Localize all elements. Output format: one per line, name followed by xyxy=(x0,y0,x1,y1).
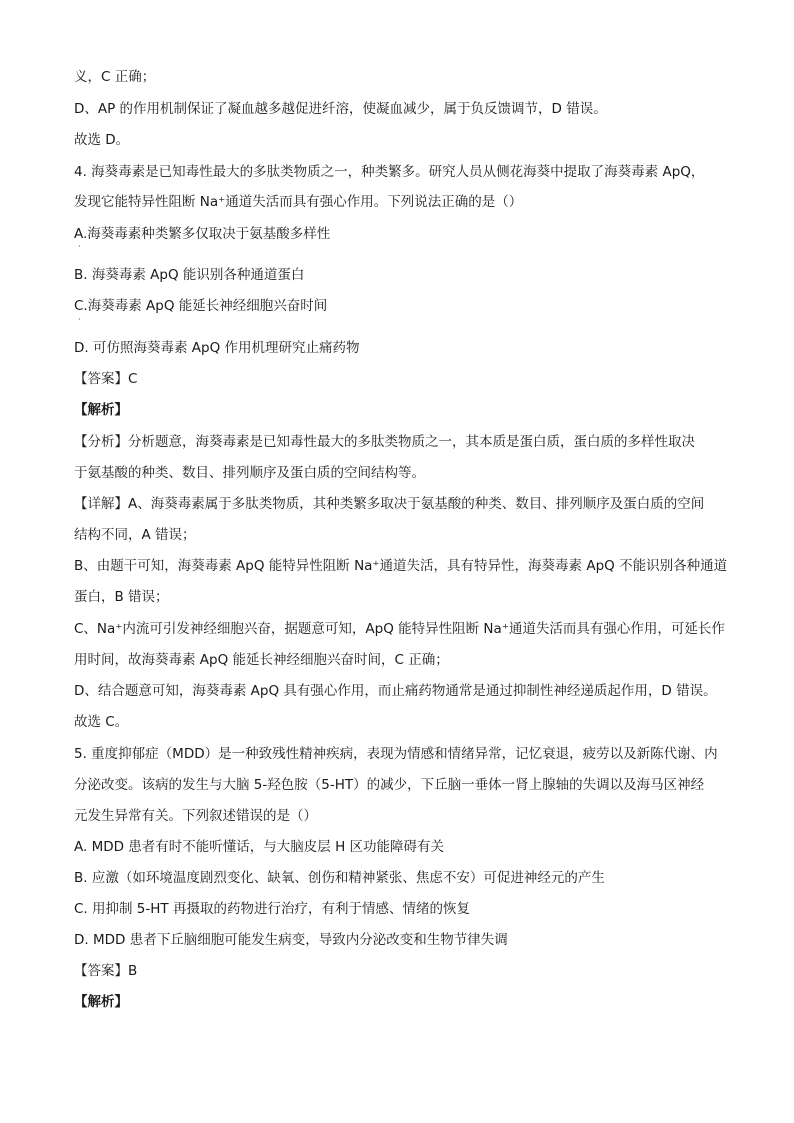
text-line: 用时间，故海葵毒素 ApQ 能延长神经细胞兴奋时间，C 正确； xyxy=(74,652,449,668)
text-line: 义，C 正确； xyxy=(74,69,156,85)
option-d: D. 可仿照海葵毒素 ApQ 作用机理研究止痛药物 xyxy=(74,340,360,356)
question-5-stem: 元发生异常有关。下列叙述错误的是（） xyxy=(74,808,317,824)
option-c: C. 用抑制 5-HT 再摄取的药物进行治疗，有利于情感、情绪的恢复 xyxy=(74,901,470,917)
option-b: B. 海葵毒素 ApQ 能识别各种通道蛋白 xyxy=(74,267,305,283)
analysis-heading: 【解析】 xyxy=(74,994,128,1010)
text-line: 故选 D。 xyxy=(74,132,130,148)
text-line: 于氨基酸的种类、数目、排列顺序及蛋白质的空间结构等。 xyxy=(74,465,425,481)
question-5-stem: 5. 重度抑郁症（MDD）是一种致残性精神疾病，表现为情感和情绪异常，记忆衰退，疲劳以及新陈代谢、内 xyxy=(74,746,718,762)
answer-label: 【答案】B xyxy=(74,963,138,979)
option-d: D. MDD 患者下丘脑细胞可能发生病变，导致内分泌改变和生物节律失调 xyxy=(74,932,508,948)
option-a: A. MDD 患者有时不能听懂话，与大脑皮层 H 区功能障碍有关 xyxy=(74,839,445,855)
answer-label: 【答案】C xyxy=(74,371,138,387)
text-line: D、AP 的作用机制保证了凝血越多越促进纤溶，使凝血减少，属于负反馈调节，D 错误。 xyxy=(74,101,607,117)
question-4-stem: 发现它能特异性阻断 Na⁺通道失活而具有强心作用。下列说法正确的是（） xyxy=(74,194,523,210)
question-4-stem: 4. 海葵毒素是已知毒性最大的多肽类物质之一，种类繁多。研究人员从侧花海葵中提取了海葵毒素 ApQ， xyxy=(74,164,705,180)
option-b: B. 应激（如环境温度剧烈变化、缺氧、创伤和精神紧张、焦虑不安）可促进神经元的产生 xyxy=(74,870,605,886)
text-line: 故选 C。 xyxy=(74,714,129,730)
text-line: 【分析】分析题意，海葵毒素是已知毒性最大的多肽类物质之一，其本质是蛋白质，蛋白质的多样性取决 xyxy=(74,434,695,450)
question-5-stem: 分泌改变。该病的发生与大脑 5-羟色胺（5-HT）的减少，下丘脑一垂体一肾上腺轴的失调以及海马区神经 xyxy=(74,777,705,793)
analysis-heading: 【解析】 xyxy=(74,402,128,418)
text-line: B、由题干可知，海葵毒素 ApQ 能特异性阻断 Na⁺通道失活，具有特异性，海葵毒素 ApQ 不能识别各种通道 xyxy=(74,558,728,574)
option-a: A.海葵毒素种类繁多仅取决于氨基酸多样性 xyxy=(74,226,331,242)
text-line: 【详解】A、海葵毒素属于多肽类物质，其种类繁多取决于氨基酸的种类、数目、排列顺序及蛋白质的空间 xyxy=(74,496,705,512)
text-line: 结构不同，A 错误； xyxy=(74,527,196,543)
text-line: C、Na⁺内流可引发神经细胞兴奋，据题意可知，ApQ 能特异性阻断 Na⁺通道失活而具有强心作用，可延长作 xyxy=(74,621,725,637)
text-line: 蛋白，B 错误； xyxy=(74,589,169,605)
stray-mark: · xyxy=(78,242,81,252)
stray-mark: · xyxy=(78,315,81,325)
text-line: D、结合题意可知，海葵毒素 ApQ 具有强心作用，而止痛药物通常是通过抑制性神经递质起作用，D 错误。 xyxy=(74,683,717,699)
option-c: C.海葵毒素 ApQ 能延长神经细胞兴奋时间 xyxy=(74,298,328,314)
